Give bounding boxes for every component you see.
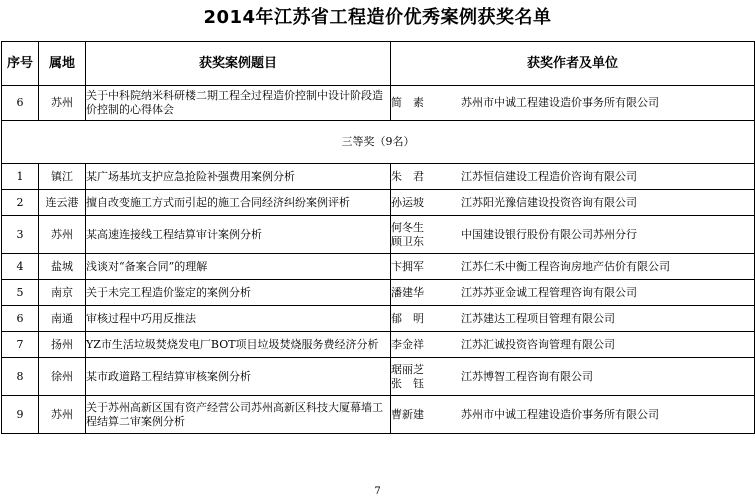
row-number: 6 [2, 86, 39, 121]
row-author-cell [391, 280, 755, 306]
author-name: 顾卫东 [391, 234, 424, 248]
author-unit: 苏州市中诚工程建设造价事务所有限公司 [461, 407, 659, 421]
table-row [2, 216, 755, 254]
row-number: 3 [2, 216, 39, 254]
author-names [391, 170, 461, 184]
author-name: 张 钰 [391, 376, 424, 390]
author-name: 简 素 [391, 96, 424, 109]
author-name: 李金祥 [391, 337, 424, 351]
section-label: 三等奖（9名） [2, 121, 755, 164]
author-wrap [391, 286, 754, 300]
row-author-cell [391, 254, 755, 280]
author-unit: 江苏恒信建设工程造价咨询有限公司 [461, 169, 637, 183]
row-author-cell [391, 306, 755, 332]
table-row [2, 86, 755, 121]
author-unit: 江苏汇诚投资咨询管理有限公司 [461, 337, 615, 351]
header-region: 属地 [39, 42, 86, 86]
author-wrap [391, 221, 754, 249]
author-name: 孙运坡 [391, 195, 424, 209]
row-region: 苏州 [39, 86, 86, 121]
author-wrap [391, 363, 754, 391]
row-region: 南京 [39, 280, 86, 306]
author-unit: 江苏苏亚金诚工程管理咨询有限公司 [461, 285, 637, 299]
table-body [2, 86, 755, 434]
author-name: 郁 明 [391, 311, 424, 325]
row-case-title: 某市政道路工程结算审核案例分析 [86, 358, 391, 396]
row-number: 4 [2, 254, 39, 280]
author-wrap [391, 260, 754, 274]
row-number: 5 [2, 280, 39, 306]
row-region: 徐州 [39, 358, 86, 396]
row-region: 苏州 [39, 216, 86, 254]
row-author-cell [391, 86, 755, 121]
header-case-title: 获奖案例题目 [86, 42, 391, 86]
page-number: 7 [374, 486, 381, 497]
author-names [391, 286, 461, 300]
row-number: 1 [2, 164, 39, 190]
author-wrap [391, 408, 754, 422]
row-number: 7 [2, 332, 39, 358]
row-number: 2 [2, 190, 39, 216]
awards-table [1, 41, 755, 434]
author-names [391, 196, 461, 210]
author-wrap [391, 312, 754, 326]
author-name: 琚丽芝 [391, 362, 424, 376]
row-region: 镇江 [39, 164, 86, 190]
row-case-title: 关于未完工程造价鉴定的案例分析 [86, 280, 391, 306]
author-names [391, 221, 461, 249]
row-case-title: 某高速连接线工程结算审计案例分析 [86, 216, 391, 254]
row-region: 苏州 [39, 396, 86, 434]
table-row [2, 396, 755, 434]
table-row [2, 254, 755, 280]
author-wrap [391, 96, 754, 110]
section-row [2, 121, 755, 164]
author-name: 朱 君 [391, 169, 424, 183]
row-case-title: 关于苏州高新区国有资产经营公司苏州高新区科技大厦幕墙工程结算二审案例分析 [86, 396, 391, 434]
table-row [2, 332, 755, 358]
row-region: 盐城 [39, 254, 86, 280]
author-unit: 江苏仁禾中衡工程咨询房地产估价有限公司 [461, 259, 670, 273]
author-wrap [391, 338, 754, 352]
page-title: 2014年江苏省工程造价优秀案例获奖名单 [203, 7, 552, 28]
row-number: 6 [2, 306, 39, 332]
table-row [2, 280, 755, 306]
row-author-cell [391, 190, 755, 216]
row-number: 9 [2, 396, 39, 434]
row-case-title: 某广场基坑支护应急抢险补强费用案例分析 [86, 164, 391, 190]
row-case-title: YZ市生活垃圾焚烧发电厂BOT项目垃圾焚烧服务费经济分析 [86, 332, 391, 358]
author-names [391, 260, 461, 274]
row-number: 8 [2, 358, 39, 396]
row-region: 南通 [39, 306, 86, 332]
author-wrap [391, 196, 754, 210]
row-region: 连云港 [39, 190, 86, 216]
row-case-title: 浅谈对“备案合同”的理解 [86, 254, 391, 280]
row-author-cell [391, 216, 755, 254]
header-author: 获奖作者及单位 [391, 42, 755, 86]
author-unit: 江苏建达工程项目管理有限公司 [461, 311, 615, 325]
table-row [2, 190, 755, 216]
author-names [391, 408, 461, 422]
author-name: 何冬生 [391, 220, 424, 234]
table-header-row [2, 42, 755, 86]
row-author-cell [391, 332, 755, 358]
row-case-title: 关于中科院纳米科研楼二期工程全过程造价控制中设计阶段造价控制的心得体会 [86, 86, 391, 121]
author-wrap [391, 170, 754, 184]
author-unit: 中国建设银行股份有限公司苏州分行 [461, 227, 637, 241]
row-author-cell [391, 358, 755, 396]
author-names [391, 338, 461, 352]
author-name: 曹新建 [391, 407, 424, 421]
table-row [2, 306, 755, 332]
row-case-title: 擅自改变施工方式而引起的施工合同经济纠纷案例评析 [86, 190, 391, 216]
author-unit: 江苏阳光豫信建设投资咨询有限公司 [461, 195, 637, 209]
row-region: 扬州 [39, 332, 86, 358]
header-no: 序号 [2, 42, 39, 86]
author-name: 卞拥军 [391, 259, 424, 273]
author-name: 潘建华 [391, 285, 424, 299]
table-row [2, 164, 755, 190]
row-author-cell [391, 396, 755, 434]
author-unit: 苏州市中诚工程建设造价事务所有限公司 [461, 96, 659, 109]
author-names [391, 312, 461, 326]
row-case-title: 审核过程中巧用反推法 [86, 306, 391, 332]
table-row [2, 358, 755, 396]
author-names [391, 363, 461, 391]
author-names [391, 96, 461, 110]
row-author-cell [391, 164, 755, 190]
author-unit: 江苏博智工程咨询有限公司 [461, 369, 593, 383]
